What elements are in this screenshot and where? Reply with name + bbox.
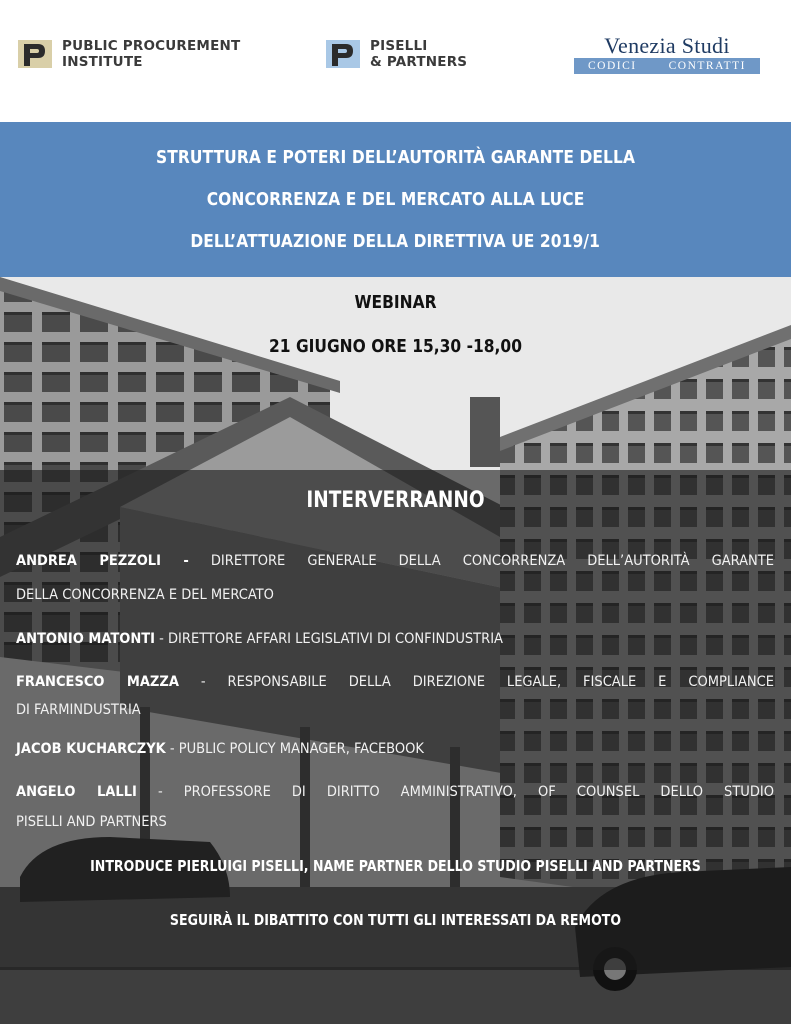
speaker-name: ANTONIO MATONTI [16, 631, 156, 647]
pp-line1: PISELLI [370, 38, 428, 54]
ppi-line2: INSTITUTE [62, 54, 143, 70]
event-date: 21 GIUGNO ORE 15,30 -18,00 [269, 336, 522, 357]
venezia-studi-logo [570, 34, 764, 78]
pp-line2: & PARTNERS [370, 54, 468, 70]
speaker-name: ANGELO LALLI [16, 784, 137, 800]
event-type: WEBINAR [354, 292, 437, 313]
title-line-1: STRUTTURA E POTERI DELL’AUTORITÀ GARANTE DELLA [155, 146, 636, 168]
intro-text: INTRODUCE PIERLUIGI PISELLI, NAME PARTNER DELLO STUDIO PISELLI AND PARTNERS [90, 857, 701, 875]
speaker-name: ANDREA PEZZOLI - [16, 553, 189, 569]
ppi-line1: PUBLIC PROCUREMENT [62, 38, 241, 54]
speaker-name: JACOB KUCHARCZYK [16, 741, 166, 757]
speaker-item [16, 776, 774, 838]
speaker-role-cont: DI FARMINDUSTRIA [16, 702, 141, 718]
speaker-name: FRANCESCO MAZZA [16, 674, 179, 690]
vs-right: CONTRATTI [668, 60, 746, 72]
speaker-role: - PUBLIC POLICY MANAGER, FACEBOOK [165, 741, 424, 757]
speaker-item [16, 733, 774, 765]
title-line-2: CONCORRENZA E DEL MERCATO ALLA LUCE [206, 188, 585, 210]
speakers-title: INTERVERRANNO [306, 488, 485, 513]
ppi-mark-icon [18, 38, 52, 70]
speaker-role: - DIRETTORE AFFARI LEGISLATIVI DI CONFINDUSTRIA [155, 631, 503, 647]
speaker-item [16, 666, 774, 726]
speaker-role-cont: DELLA CONCORRENZA E DEL MERCATO [16, 587, 274, 603]
vs-left: CODICI [588, 60, 637, 72]
speaker-item [16, 545, 774, 611]
pp-logo [326, 38, 467, 70]
pp-mark-icon [326, 38, 360, 70]
pp-logo-text [370, 38, 467, 70]
speaker-role: - RESPONSABILE DELLA DIREZIONE LEGALE, FISCALE E COMPLIANCE [178, 674, 774, 690]
vs-band [574, 58, 760, 74]
title-band [0, 122, 791, 277]
speaker-role: DIRETTORE GENERALE DELLA CONCORRENZA DELL’AUTORITÀ GARANTE [188, 553, 774, 569]
vs-title: Venezia Studi [604, 33, 730, 58]
title-line-3: DELL’ATTUAZIONE DELLA DIRETTIVA UE 2019/1 [190, 230, 601, 252]
follow-text: SEGUIRÀ IL DIBATTITO CON TUTTI GLI INTERESSATI DA REMOTO [169, 911, 622, 929]
speaker-item [16, 623, 774, 655]
speaker-role: - PROFESSORE DI DIRITTO AMMINISTRATIVO, OF COUNSEL DELLO STUDIO [136, 784, 775, 800]
speaker-role-cont: PISELLI AND PARTNERS [16, 814, 167, 830]
ppi-logo-text [62, 38, 240, 70]
logo-bar [0, 0, 791, 122]
ppi-logo [18, 38, 240, 70]
